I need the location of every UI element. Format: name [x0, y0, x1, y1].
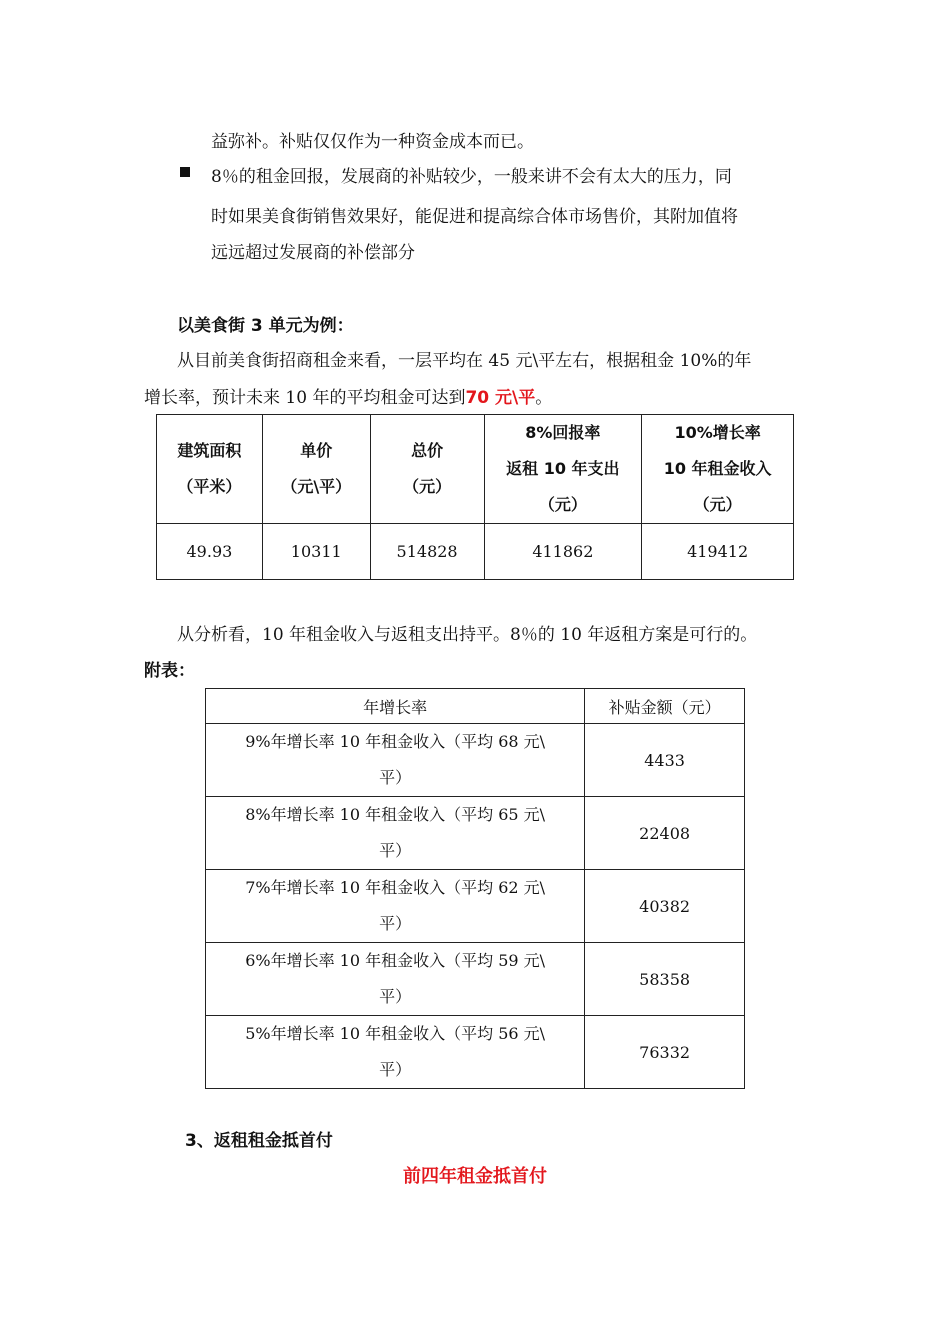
highlight-rent: 70 元\平 [465, 388, 536, 408]
header-cell-total-price: 总价 （元） [370, 415, 484, 524]
cell-growth-rate: 7%年增长率 10 年租金收入（平均 62 元\ 平） [206, 870, 585, 943]
bullet-square-icon [180, 167, 190, 177]
table-row [206, 724, 745, 797]
header-cell-rent-income: 10%增长率 10 年租金收入 （元） [642, 415, 794, 524]
cell-growth-rate: 5%年增长率 10 年租金收入（平均 56 元\ 平） [206, 1016, 585, 1089]
cell-subsidy-amount: 40382 [585, 870, 745, 943]
table-row [157, 524, 794, 580]
subsidy-table [205, 688, 745, 1089]
table-row [206, 797, 745, 870]
example-heading: 以美食街 3 单元为例： [177, 316, 354, 336]
section-heading: 3、返租租金抵首付 [185, 1131, 333, 1151]
bullet-text-line-2: 时如果美食街销售效果好，能促进和提高综合体市场售价，其附加值将 [211, 207, 738, 227]
conclusion-text: 从分析看，10 年租金收入与返租支出持平。8％的 10 年返租方案是可行的。 [177, 625, 758, 645]
cell-subsidy-amount: 22408 [585, 797, 745, 870]
cell-growth-rate: 8%年增长率 10 年租金收入（平均 65 元\ 平） [206, 797, 585, 870]
header-growth-rate: 年增长率 [206, 689, 585, 724]
appendix-label: 附表： [144, 661, 195, 681]
cell-return-expense: 411862 [484, 524, 642, 580]
cell-unit-price: 10311 [262, 524, 370, 580]
bullet-text-line-1: 8％的租金回报，发展商的补贴较少，一般来讲不会有太大的压力，同 [211, 167, 732, 187]
section-subtitle: 前四年租金抵首付 [403, 1166, 547, 1187]
table-header-row [206, 689, 745, 724]
example-paragraph-line-1: 从目前美食街招商租金来看，一层平均在 45 元\平左右，根据租金 10%的年 [177, 351, 752, 371]
table-header-row [157, 415, 794, 524]
table-row [206, 1016, 745, 1089]
bullet-text-line-3: 远远超过发展商的补偿部分 [211, 243, 415, 263]
header-cell-unit-price: 单价 （元\平） [262, 415, 370, 524]
paragraph-text-end: 。 [535, 388, 553, 408]
table-row [206, 943, 745, 1016]
header-subsidy-amount: 补贴金额（元） [585, 689, 745, 724]
rent-analysis-table [156, 414, 794, 580]
cell-subsidy-amount: 58358 [585, 943, 745, 1016]
paragraph-text: 增长率，预计未来 10 年的平均租金可达到 [144, 388, 466, 408]
cell-total-price: 514828 [370, 524, 484, 580]
table-row [206, 870, 745, 943]
header-cell-area: 建筑面积 （平米） [157, 415, 263, 524]
cell-subsidy-amount: 4433 [585, 724, 745, 797]
cell-area: 49.93 [157, 524, 263, 580]
cell-rent-income: 419412 [642, 524, 794, 580]
intro-line: 益弥补。补贴仅仅作为一种资金成本而已。 [211, 132, 534, 152]
cell-growth-rate: 9%年增长率 10 年租金收入（平均 68 元\ 平） [206, 724, 585, 797]
example-paragraph-line-2 [144, 383, 552, 408]
cell-subsidy-amount: 76332 [585, 1016, 745, 1089]
header-cell-return-expense: 8%回报率 返租 10 年支出 （元） [484, 415, 642, 524]
cell-growth-rate: 6%年增长率 10 年租金收入（平均 59 元\ 平） [206, 943, 585, 1016]
